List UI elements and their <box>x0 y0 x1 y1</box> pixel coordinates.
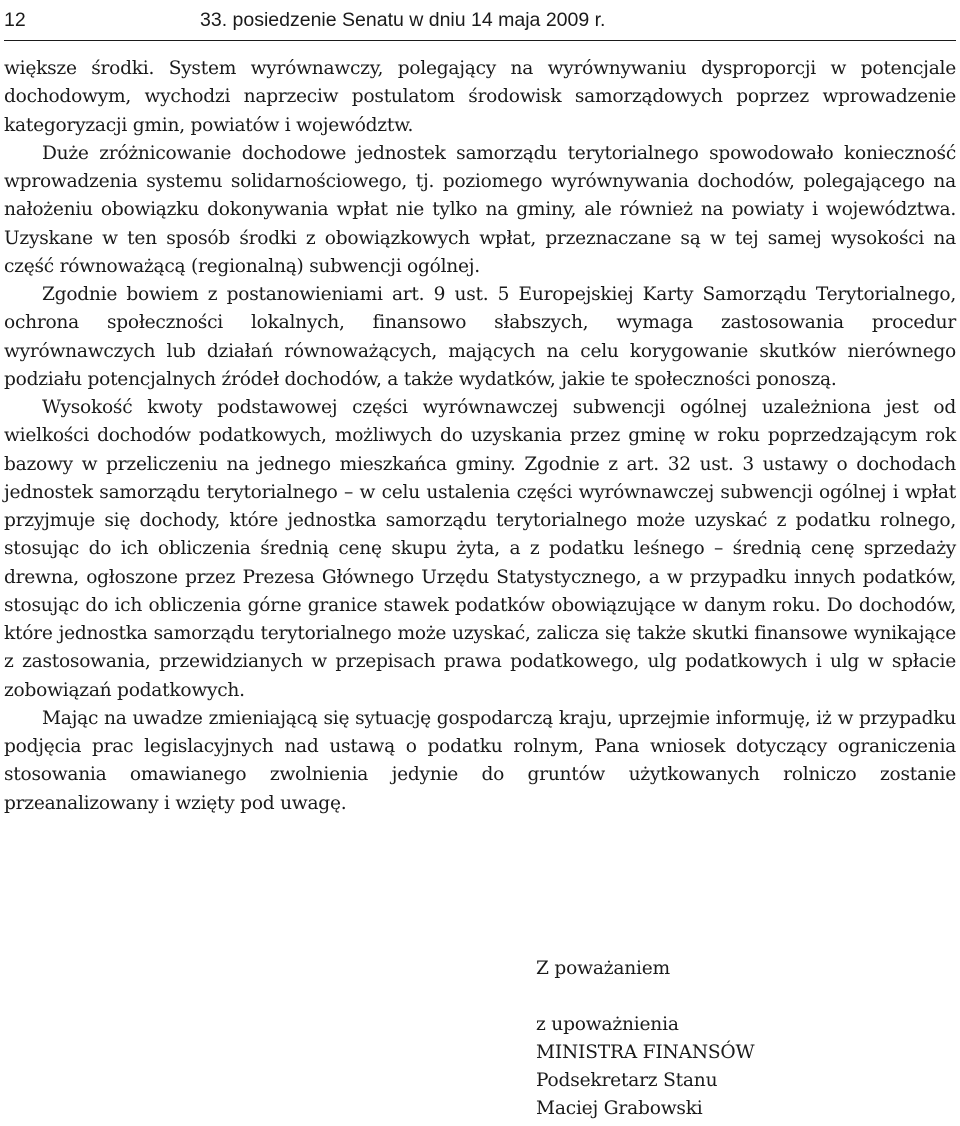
paragraph-continuation: większe środki. System wyrównawczy, polegający na wyrównywaniu dysproporcji w potencjale dochodowym, wychodzi naprzeciw postulatom środowisk samorządowych poprzez wprowadzenie kategoryzacji gmin, powiatów i województw. <box>4 58 956 136</box>
header-title: 33. posiedzenie Senatu w dniu 14 maja 2009 r. <box>200 9 606 31</box>
paragraph: Zgodnie bowiem z postanowieniami art. 9 ust. 5 Europejskiej Karty Samorządu Terytorialnego, ochrona społeczności lokalnych, finansowo słabszych, wymaga zastosowania procedur wyrównawczych lub działań równoważących, mających na celu korygowanie skutków nierównego podziału potencjalnych źródeł dochodów, a także wydatków, jakie te społeczności ponoszą. <box>4 284 956 390</box>
paragraph: Wysokość kwoty podstawowej części wyrównawczej subwencji ogólnej uzależniona jest od wielkości dochodów podatkowych, możliwych do uzyskania przez gminę w roku poprzedzającym rok bazowy w przeliczeniu na jednego mieszkańca gminy. Zgodnie z art. 32 ust. 3 ustawy o dochodach jednostek samorządu terytorialnego – w celu ustalenia części wyrównawczej subwencji ogólnej i wpłat przyjmuje się dochody, które jednostka samorządu terytorialnego może uzyskać z podatku rolnego, stosując do ich obliczenia średnią cenę skupu żyta, a z podatku leśnego – średnią cenę sprzedaży drewna, ogłoszone przez Prezesa Głównego Urzędu Statystycznego, a w przypadku innych podatków, stosując do ich obliczenia górne granice stawek podatków obowiązujące w danym roku. Do dochodów, które jednostka samorządu terytorialnego może uzyskać, zalicza się także skutki finansowe wynikające z zastosowania, przewidzianych w przepisach prawa podatkowego, ulg podatkowych i ulg w spłacie zobowiązań podatkowych. <box>4 397 956 701</box>
signature-spacer <box>536 983 754 1011</box>
running-header <box>4 0 956 30</box>
page-number: 12 <box>4 9 26 31</box>
closing-salutation: Z poważaniem <box>536 958 670 979</box>
header-rule <box>4 40 956 41</box>
paragraph: Mając na uwadze zmieniającą się sytuację gospodarczą kraju, uprzejmie informuję, iż w przypadku podjęcia prac legislacyjnych nad ustawą o podatku rolnym, Pana wniosek dotyczący ograniczenia stosowania omawianego zwolnienia jedynie do gruntów użytkowanych rolniczo zostanie przeanalizowany i wzięty pod uwagę. <box>4 707 956 814</box>
signature-block <box>536 955 754 1123</box>
paragraph: Duże zróżnicowanie dochodowe jednostek samorządu terytorialnego spowodowało konieczność wprowadzenia systemu solidarnościowego, tj. poziomego wyrównywania dochodów, polegającego na nałożeniu obowiązku dokonywania wpłat nie tylko na gminy, ale również na powiaty i województwa. Uzyskane w ten sposób środki z obowiązkowych wpłat, przeznaczane są w tej samej wysokości na część równoważącą (regionalną) subwencji ogólnej. <box>4 142 956 277</box>
position-line: Podsekretarz Stanu <box>536 1070 718 1091</box>
document-page <box>4 0 956 1119</box>
authorization-line: z upoważnienia <box>536 1014 679 1035</box>
ministry-line: MINISTRA FINANSÓW <box>536 1042 755 1063</box>
signatory-name: Maciej Grabowski <box>536 1098 703 1119</box>
document-body <box>4 55 956 818</box>
